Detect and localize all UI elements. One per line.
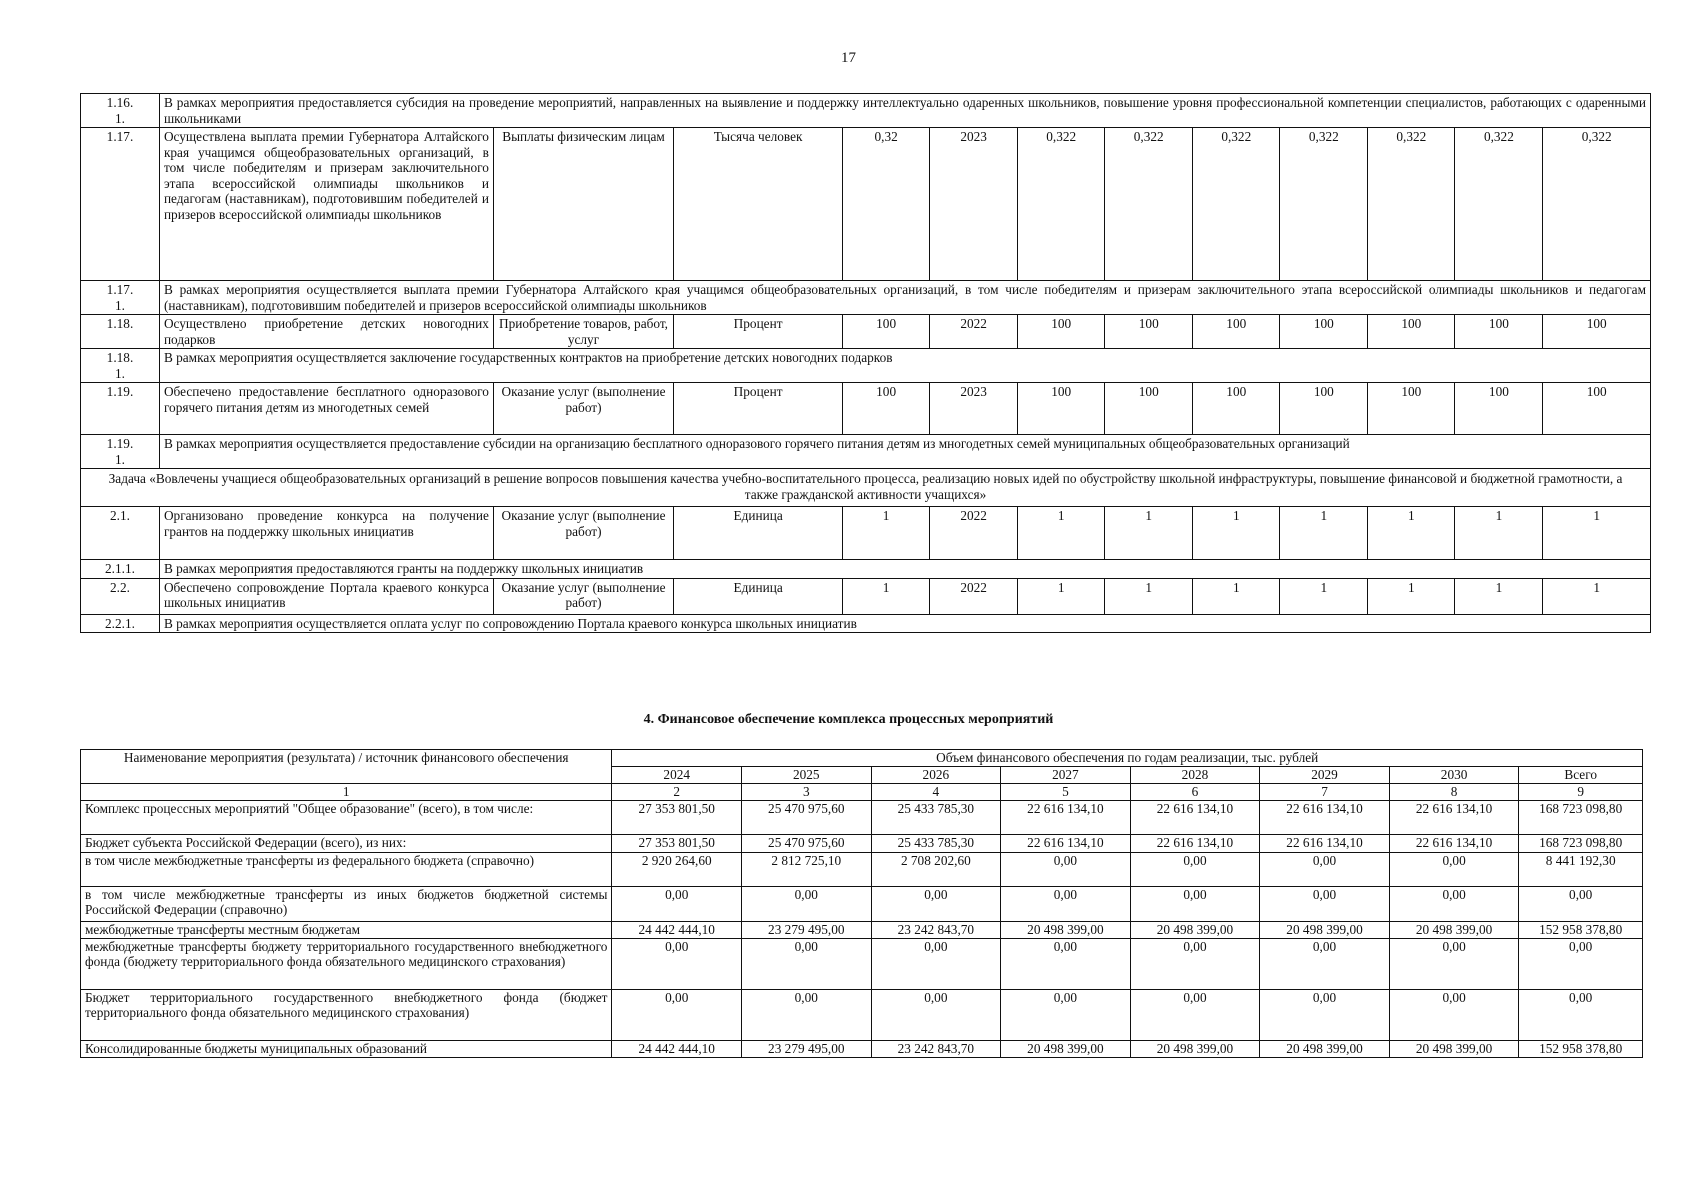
funding-amount: 0,00 [1001, 852, 1131, 886]
year-value: 100 [1018, 315, 1105, 349]
funding-amount: 24 442 444,10 [612, 921, 742, 938]
funding-amount: 20 498 399,00 [1001, 921, 1131, 938]
funding-amount: 22 616 134,10 [1260, 834, 1390, 852]
funding-amount: 2 708 202,60 [871, 852, 1001, 886]
row-number: 2.2. [81, 578, 160, 614]
funding-amount: 152 958 378,80 [1519, 1040, 1643, 1057]
column-number: 2 [612, 784, 742, 801]
funding-amount: 152 958 378,80 [1519, 921, 1643, 938]
funding-amount: 22 616 134,10 [1389, 834, 1519, 852]
column-number: 8 [1389, 784, 1519, 801]
row-number: 2.1. [81, 507, 160, 560]
unit-of-measure: Процент [674, 315, 843, 349]
row-number: 1.17. 1. [81, 281, 160, 315]
base-year: 2022 [930, 578, 1018, 614]
row-number: 2.1.1. [81, 560, 160, 579]
funding-amount: 0,00 [1519, 989, 1643, 1040]
table-row [81, 886, 1643, 921]
year-header: 2030 [1389, 767, 1519, 784]
table-row [81, 281, 1651, 315]
funding-amount: 168 723 098,80 [1519, 800, 1643, 834]
table-row [81, 315, 1651, 349]
table-row [81, 349, 1651, 383]
funding-amount: 20 498 399,00 [1389, 921, 1519, 938]
year-header: 2027 [1001, 767, 1131, 784]
funding-amount: 0,00 [1130, 989, 1260, 1040]
column-number: 7 [1260, 784, 1390, 801]
funding-amount: 20 498 399,00 [1389, 1040, 1519, 1057]
year-value: 1 [1455, 578, 1543, 614]
funding-amount: 0,00 [612, 938, 742, 989]
table-row [81, 921, 1643, 938]
funding-amount: 2 920 264,60 [612, 852, 742, 886]
result-name: Организовано проведение конкурса на получение грантов на поддержку школьных инициатив [159, 507, 493, 560]
unit-of-measure: Единица [674, 507, 843, 560]
base-value: 100 [843, 315, 930, 349]
unit-of-measure: Единица [674, 578, 843, 614]
year-value: 1 [1455, 507, 1543, 560]
column-number: 4 [871, 784, 1001, 801]
funding-amount: 0,00 [1130, 938, 1260, 989]
result-name: Обеспечено предоставление бесплатного одноразового горячего питания детям из многодетных семей [159, 383, 493, 435]
funding-amount: 27 353 801,50 [612, 834, 742, 852]
base-value: 0,32 [843, 128, 930, 281]
year-value: 0,322 [1018, 128, 1105, 281]
row-number: 1.16. 1. [81, 94, 160, 128]
funding-amount: 20 498 399,00 [1001, 1040, 1131, 1057]
table-row [81, 800, 1643, 834]
year-value: 1 [1018, 507, 1105, 560]
funding-amount: 20 498 399,00 [1130, 1040, 1260, 1057]
funding-amount: 0,00 [1001, 886, 1131, 921]
table-row [81, 507, 1651, 560]
result-name: Осуществлено приобретение детских новогодних подарков [159, 315, 493, 349]
year-value: 100 [1280, 383, 1368, 435]
table-row [81, 383, 1651, 435]
results-table [80, 93, 1651, 633]
funding-amount: 0,00 [1519, 886, 1643, 921]
base-value: 100 [843, 383, 930, 435]
funding-amount: 0,00 [1001, 989, 1131, 1040]
base-value: 1 [843, 578, 930, 614]
year-value: 100 [1368, 315, 1455, 349]
year-value: 0,322 [1280, 128, 1368, 281]
year-value: 1 [1543, 507, 1651, 560]
result-type: Оказание услуг (выполнение работ) [493, 507, 673, 560]
result-type: Приобретение товаров, работ, услуг [493, 315, 673, 349]
funding-amount: 0,00 [1130, 886, 1260, 921]
funding-amount: 23 279 495,00 [742, 921, 872, 938]
funding-amount: 0,00 [612, 989, 742, 1040]
funding-amount: 0,00 [742, 989, 872, 1040]
result-type: Оказание услуг (выполнение работ) [493, 383, 673, 435]
funding-amount: 0,00 [1389, 852, 1519, 886]
year-value: 0,322 [1105, 128, 1193, 281]
row-number: 1.18. [81, 315, 160, 349]
year-value: 1 [1105, 507, 1193, 560]
funding-source: Комплекс процессных мероприятий "Общее образование" (всего), в том числе: [81, 800, 612, 834]
year-value: 1 [1280, 507, 1368, 560]
year-value: 0,322 [1543, 128, 1651, 281]
funding-source: межбюджетные трансферты бюджету территориального государственного внебюджетного фонда (бюджету территориального фонда обязательного медицинского страхования) [81, 938, 612, 989]
funding-amount: 20 498 399,00 [1260, 921, 1390, 938]
year-header: 2024 [612, 767, 742, 784]
row-number: 1.18. 1. [81, 349, 160, 383]
task-heading: Задача «Вовлечены учащиеся общеобразовательных организаций в решение вопросов повышения качества учебно-воспитательного процесса, реализацию новых идей по обустройству школьной инфраструктуры, повышение финансовой и бюджетной грамотности, а также гражданской активности учащихся» [81, 469, 1651, 507]
result-type: Оказание услуг (выполнение работ) [493, 578, 673, 614]
column-number: 5 [1001, 784, 1131, 801]
funding-amount: 22 616 134,10 [1260, 800, 1390, 834]
funding-amount: 25 433 785,30 [871, 834, 1001, 852]
row-description: В рамках мероприятия осуществляется предоставление субсидии на организацию бесплатного одноразового горячего питания детям из многодетных семей муниципальных общеобразовательных организаций [159, 435, 1650, 469]
table-row [81, 614, 1651, 633]
funding-amount: 22 616 134,10 [1130, 800, 1260, 834]
column-number: 6 [1130, 784, 1260, 801]
funding-amount: 0,00 [1260, 938, 1390, 989]
table-row [81, 469, 1651, 507]
table-row [81, 938, 1643, 989]
table-row [81, 1040, 1643, 1057]
funding-amount: 0,00 [1001, 938, 1131, 989]
row-description: В рамках мероприятия предоставляются гранты на поддержку школьных инициатив [159, 560, 1650, 579]
year-value: 100 [1455, 315, 1543, 349]
year-header: 2029 [1260, 767, 1390, 784]
funding-amount: 24 442 444,10 [612, 1040, 742, 1057]
section-title: 4. Финансовое обеспечение комплекса процессных мероприятий [643, 712, 1054, 727]
unit-of-measure: Процент [674, 383, 843, 435]
funding-amount: 20 498 399,00 [1130, 921, 1260, 938]
year-value: 1 [1193, 578, 1280, 614]
base-value: 1 [843, 507, 930, 560]
table-row [81, 989, 1643, 1040]
row-description: В рамках мероприятия осуществляется заключение государственных контрактов на приобретение детских новогодних подарков [159, 349, 1650, 383]
funding-source: Бюджет территориального государственного внебюджетного фонда (бюджет территориального фонда обязательного медицинского страхования) [81, 989, 612, 1040]
funding-source: Консолидированные бюджеты муниципальных образований [81, 1040, 612, 1057]
funding-amount: 0,00 [1389, 886, 1519, 921]
column-number: 9 [1519, 784, 1643, 801]
result-name: Обеспечено сопровождение Портала краевого конкурса школьных инициатив [159, 578, 493, 614]
year-header: Всего [1519, 767, 1643, 784]
row-description: В рамках мероприятия предоставляется субсидия на проведение мероприятий, направленных на выявление и поддержку интеллектуально одаренных школьников, повышение уровня профессиональной компетенции специалистов, работающих с одаренными школьниками [159, 94, 1650, 128]
funding-amount: 22 616 134,10 [1001, 800, 1131, 834]
year-value: 0,322 [1368, 128, 1455, 281]
year-value: 100 [1193, 315, 1280, 349]
table-row [81, 128, 1651, 281]
year-value: 1 [1018, 578, 1105, 614]
year-value: 100 [1193, 383, 1280, 435]
column-number: 3 [742, 784, 872, 801]
funding-amount: 2 812 725,10 [742, 852, 872, 886]
funding-amount: 25 433 785,30 [871, 800, 1001, 834]
base-year: 2022 [930, 315, 1018, 349]
funding-amount: 22 616 134,10 [1389, 800, 1519, 834]
funding-amount: 0,00 [1389, 989, 1519, 1040]
year-value: 1 [1368, 507, 1455, 560]
page-number: 17 [841, 50, 856, 66]
funding-amount: 0,00 [742, 886, 872, 921]
table-row [81, 834, 1643, 852]
table-row [81, 578, 1651, 614]
funding-source: в том числе межбюджетные трансферты из иных бюджетов бюджетной системы Российской Федерации (справочно) [81, 886, 612, 921]
funding-source: Бюджет субъекта Российской Федерации (всего), из них: [81, 834, 612, 852]
table-row [81, 94, 1651, 128]
year-value: 100 [1105, 315, 1193, 349]
year-value: 100 [1543, 315, 1651, 349]
funding-amount: 22 616 134,10 [1130, 834, 1260, 852]
funding-amount: 25 470 975,60 [742, 834, 872, 852]
base-year: 2023 [930, 128, 1018, 281]
funding-source: в том числе межбюджетные трансферты из федерального бюджета (справочно) [81, 852, 612, 886]
year-value: 1 [1368, 578, 1455, 614]
funding-amount: 23 279 495,00 [742, 1040, 872, 1057]
financing-table [80, 749, 1643, 1058]
funding-amount: 23 242 843,70 [871, 1040, 1001, 1057]
row-number: 1.19. 1. [81, 435, 160, 469]
funding-amount: 0,00 [742, 938, 872, 989]
funding-amount: 20 498 399,00 [1260, 1040, 1390, 1057]
result-type: Выплаты физическим лицам [493, 128, 673, 281]
funding-amount: 25 470 975,60 [742, 800, 872, 834]
year-value: 1 [1105, 578, 1193, 614]
table-row [81, 852, 1643, 886]
funding-amount: 0,00 [1389, 938, 1519, 989]
year-header: 2025 [742, 767, 872, 784]
row-number: 1.19. [81, 383, 160, 435]
year-value: 100 [1280, 315, 1368, 349]
funding-amount: 0,00 [1519, 938, 1643, 989]
funding-amount: 0,00 [1130, 852, 1260, 886]
year-value: 1 [1543, 578, 1651, 614]
row-number: 1.17. [81, 128, 160, 281]
funding-amount: 0,00 [612, 886, 742, 921]
row-number: 2.2.1. [81, 614, 160, 633]
year-value: 100 [1368, 383, 1455, 435]
base-year: 2023 [930, 383, 1018, 435]
funding-amount: 0,00 [871, 989, 1001, 1040]
funding-amount: 0,00 [1260, 852, 1390, 886]
table-row [81, 560, 1651, 579]
year-value: 1 [1280, 578, 1368, 614]
year-value: 100 [1543, 383, 1651, 435]
year-value: 100 [1018, 383, 1105, 435]
unit-of-measure: Тысяча человек [674, 128, 843, 281]
year-value: 0,322 [1193, 128, 1280, 281]
funding-amount: 27 353 801,50 [612, 800, 742, 834]
table-row [81, 435, 1651, 469]
row-description: В рамках мероприятия осуществляется оплата услуг по сопровождению Портала краевого конкурса школьных инициатив [159, 614, 1650, 633]
year-header: 2028 [1130, 767, 1260, 784]
funding-amount: 0,00 [1260, 886, 1390, 921]
year-value: 100 [1105, 383, 1193, 435]
funding-amount: 22 616 134,10 [1001, 834, 1131, 852]
header-name: Наименование мероприятия (результата) / источник финансового обеспечения [81, 750, 612, 784]
funding-amount: 0,00 [871, 886, 1001, 921]
base-year: 2022 [930, 507, 1018, 560]
funding-amount: 168 723 098,80 [1519, 834, 1643, 852]
funding-amount: 0,00 [871, 938, 1001, 989]
result-name: Осуществлена выплата премии Губернатора Алтайского края учащимся общеобразовательных организаций, в том числе победителям и призерам заключительного этапа всероссийской олимпиады школьников и педагогам (наставникам), подготовившим победителей и призеров всероссийской олимпиады школьников [159, 128, 493, 281]
funding-amount: 8 441 192,30 [1519, 852, 1643, 886]
year-value: 0,322 [1455, 128, 1543, 281]
year-header: 2026 [871, 767, 1001, 784]
header-volume: Объем финансового обеспечения по годам реализации, тыс. рублей [612, 750, 1643, 767]
funding-amount: 23 242 843,70 [871, 921, 1001, 938]
year-value: 1 [1193, 507, 1280, 560]
column-number: 1 [81, 784, 612, 801]
funding-source: межбюджетные трансферты местным бюджетам [81, 921, 612, 938]
row-description: В рамках мероприятия осуществляется выплата премии Губернатора Алтайского края учащимся общеобразовательных организаций, в том числе победителям и призерам заключительного этапа всероссийской олимпиады школьников и педагогам (наставникам), подготовившим победителей и призеров всероссийской олимпиады школьников [159, 281, 1650, 315]
funding-amount: 0,00 [1260, 989, 1390, 1040]
year-value: 100 [1455, 383, 1543, 435]
